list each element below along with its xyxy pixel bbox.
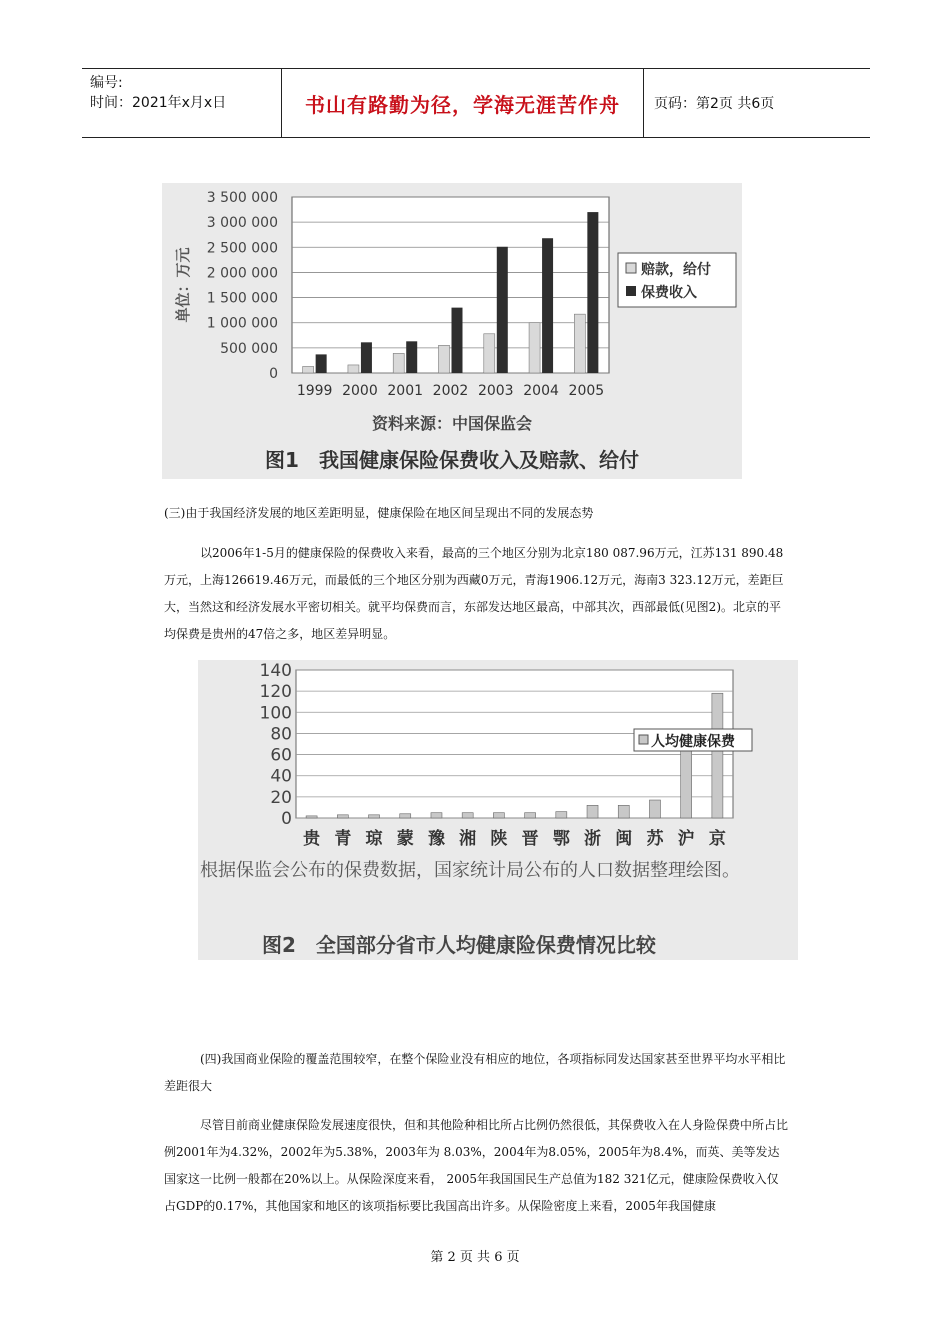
chart-note — [200, 856, 796, 920]
time-label: 时间：2021年x月x日 — [90, 95, 227, 111]
bar — [431, 813, 442, 818]
x-tick-label: 2002 — [432, 383, 469, 399]
number-label: 编号: — [90, 75, 123, 91]
y-axis-label: 单位：万元 — [174, 247, 192, 323]
x-tick-label: 豫 — [427, 829, 445, 849]
figure-1-chart — [162, 183, 742, 479]
bar-income — [361, 342, 372, 373]
bar-payout — [348, 365, 359, 373]
y-tick-label: 60 — [270, 745, 292, 766]
bar — [556, 812, 567, 818]
x-tick-label: 2004 — [523, 383, 559, 399]
x-tick-label: 青 — [334, 829, 352, 849]
legend-swatch-payout — [626, 263, 636, 273]
y-tick-label: 120 — [259, 682, 292, 703]
chart-source: 资料来源：中国保监会 — [371, 414, 533, 433]
bar — [337, 815, 348, 818]
header-motto: 书山有路勤为径，学海无涯苦作舟 — [305, 92, 620, 117]
paragraph-3: (三)由于我国经济发展的地区差距明显，健康保险在地区间呈现出不同的发展态势 — [164, 506, 594, 520]
page-code: 页码：第2页 共6页 — [654, 96, 775, 112]
bar — [649, 800, 660, 818]
x-tick-label: 2003 — [477, 383, 514, 399]
x-tick-label: 闽 — [615, 829, 633, 849]
bar — [525, 813, 536, 818]
y-tick-label: 0 — [269, 366, 278, 382]
x-tick-label: 浙 — [584, 829, 602, 849]
y-tick-label: 1 500 000 — [206, 290, 278, 307]
bar-income — [452, 308, 463, 373]
chart-note-text: 根据保监会公布的保费数据，国家统计局公布的人口数据整理绘图。 — [200, 860, 740, 881]
legend-swatch — [639, 735, 648, 744]
x-tick-label: 苏 — [646, 829, 664, 849]
bar-income — [587, 212, 598, 373]
x-tick-label: 1999 — [296, 383, 333, 399]
x-tick-label: 沪 — [677, 829, 695, 849]
bar-payout — [484, 334, 495, 373]
legend-swatch-income — [626, 286, 636, 296]
x-tick-label: 琼 — [365, 829, 383, 849]
x-tick-label: 湘 — [459, 829, 477, 849]
plot-area — [292, 197, 609, 373]
bar — [369, 815, 380, 818]
x-tick-label: 京 — [708, 829, 726, 849]
legend-label-payout: 赔款，给付 — [641, 262, 711, 278]
page-header — [82, 68, 870, 138]
bar-payout — [393, 353, 404, 373]
figure-2 — [198, 660, 798, 960]
bar — [400, 814, 411, 818]
x-tick-label: 贵 — [303, 829, 321, 849]
bar-payout — [574, 314, 585, 373]
y-tick-label: 40 — [270, 766, 292, 787]
bar-payout — [439, 345, 450, 373]
bar-income — [406, 341, 417, 373]
chart-caption: 图2 全国部分省市人均健康险保费情况比较 — [262, 933, 656, 957]
paragraph-4-body: 尽管目前商业健康保险发展速度很快，但和其他险种相比所占比例仍然很低，其保费收入在人身险保费中所占比例2001年为4.32%，2002年为5.38%，2003年为 8.03%，2004年为8.05%，2005年为8.4%，而英、美等发达国家这一比例一般都在20%以上。从保险深度来看， 2005年我国国民生产总值为182 321亿元，健康险保费收入仅占GDP的0.17%，其他国家和地区的该项指标要比我国高出许多。从保险密度上来看，2005年我国健康 — [164, 1118, 789, 1213]
header-motto-cell — [282, 69, 644, 137]
bar — [618, 805, 629, 818]
figure-2-chart — [198, 660, 798, 960]
x-tick-label: 2000 — [342, 383, 378, 399]
y-tick-label: 500 000 — [220, 340, 278, 357]
x-tick-label: 鄂 — [552, 829, 570, 849]
x-tick-label: 蒙 — [396, 829, 414, 849]
y-tick-label: 80 — [270, 724, 292, 745]
bar — [306, 816, 317, 818]
x-tick-label: 晋 — [521, 829, 539, 849]
header-meta — [82, 69, 282, 137]
x-tick-label: 2001 — [387, 383, 424, 399]
bar — [493, 813, 504, 818]
bar-income — [542, 238, 553, 373]
bar-income — [316, 354, 327, 373]
page-footer: 第 2 页 共 6 页 — [430, 1250, 520, 1265]
bar-payout — [529, 323, 540, 373]
x-tick-label: 陕 — [490, 829, 508, 849]
legend-label: 人均健康保费 — [651, 734, 735, 750]
y-tick-label: 140 — [259, 661, 292, 681]
legend-label-income: 保费收入 — [641, 285, 697, 301]
y-tick-label: 2 500 000 — [206, 240, 278, 257]
bar — [587, 805, 598, 818]
x-tick-label: 2005 — [568, 383, 605, 399]
y-tick-label: 100 — [259, 703, 292, 724]
bar — [712, 693, 723, 818]
bar-income — [497, 247, 508, 373]
paragraph-4: (四)我国商业保险的覆盖范围较窄，在整个保险业没有相应的地位，各项指标同发达国家甚至世界平均水平相比差距很大 — [164, 1052, 786, 1093]
bar-payout — [303, 366, 314, 373]
bar — [462, 813, 473, 818]
paragraph-3-body: 以2006年1-5月的健康保险的保费收入来看，最高的三个地区分别为北京180 087.96万元，江苏131 890.48万元，上海126619.46万元，而最低的三个地区分别为西藏0万元，青海1906.12万元，海南3 323.12万元，差距巨大，当然这和经济发展水平密切相关。就平均保费而言，东部发达地区最高，中部其次，西部最低(见图2)。北京的平均保费是贵州的47倍之多，地区差异明显。 — [164, 546, 784, 641]
y-tick-label: 1 000 000 — [206, 315, 278, 332]
y-tick-label: 2 000 000 — [206, 265, 278, 282]
bar — [681, 746, 692, 818]
y-tick-label: 3 000 000 — [206, 215, 278, 232]
figure-1 — [162, 183, 742, 479]
y-tick-label: 0 — [281, 809, 292, 829]
y-tick-label: 3 500 000 — [206, 190, 278, 206]
y-tick-label: 20 — [270, 787, 292, 808]
chart-caption: 图1 我国健康保险保费收入及赔款、给付 — [265, 448, 639, 472]
